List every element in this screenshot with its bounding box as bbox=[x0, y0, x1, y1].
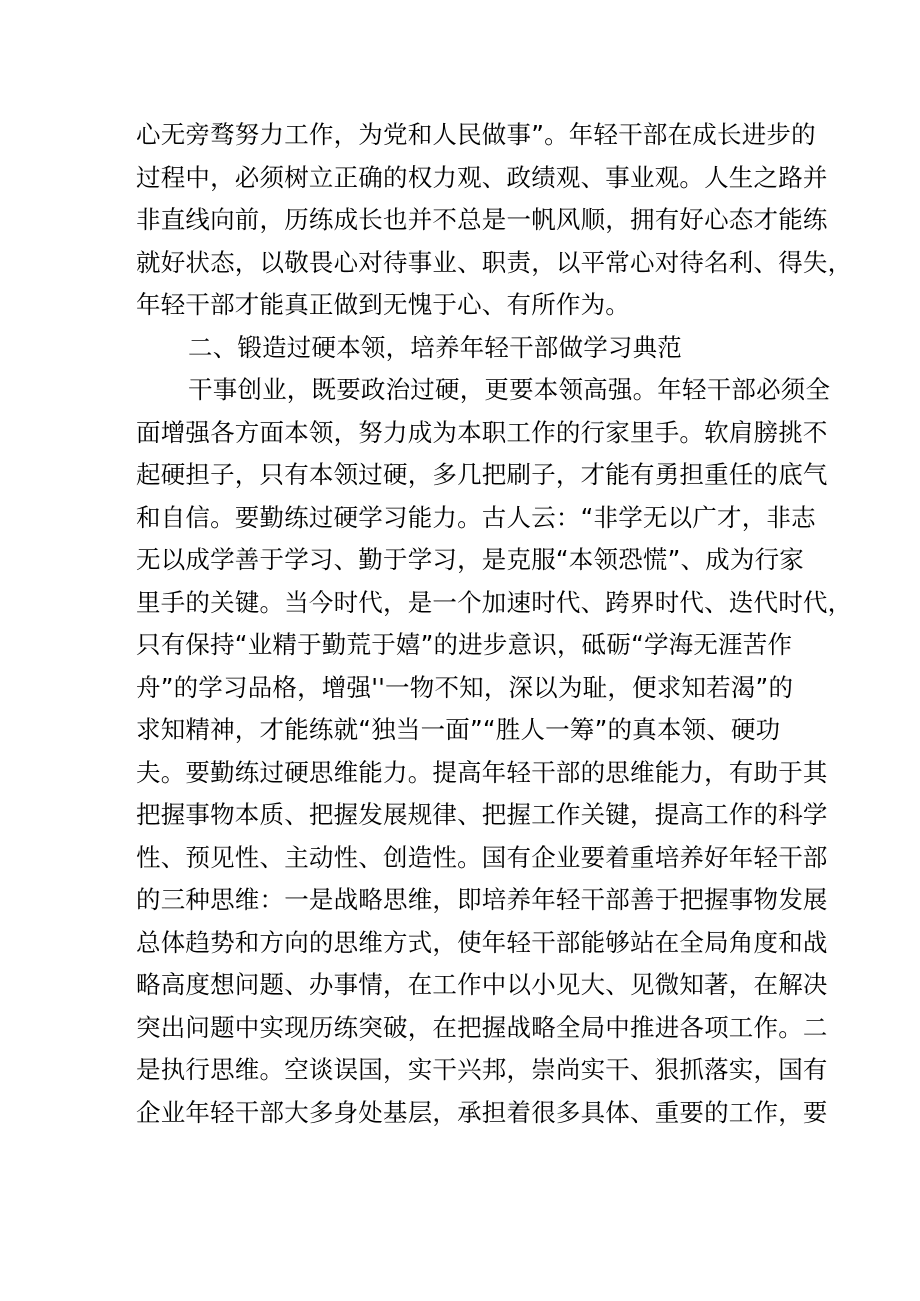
text-line: 是执行思维。空谈误国，实干兴邦，崇尚实干、狠抓落实，国有 bbox=[136, 1055, 828, 1084]
text-line: 非直线向前，历练成长也并不总是一帆风顺，拥有好心态才能练 bbox=[136, 205, 828, 234]
text-line: 求知精神，才能练就“独当一面”“胜人一筹”的真本领、硬功 bbox=[136, 715, 781, 744]
text-line: 就好状态，以敬畏心对待事业、职责，以平常心对待名利、得失， bbox=[136, 247, 853, 277]
section-heading: 二、锻造过硬本领，培养年轻干部做学习典范 bbox=[188, 332, 682, 362]
document-body bbox=[136, 114, 853, 1134]
text-line: 企业年轻干部大多身处基层，承担着很多具体、重要的工作，要 bbox=[136, 1097, 828, 1127]
text-line: 只有保持“业精于勤荒于嬉”的进步意识，砥砺“学海无涯苦作 bbox=[136, 630, 793, 659]
text-line: 的三种思维：一是战略思维，即培养年轻干部善于把握事物发展 bbox=[136, 885, 828, 914]
text-line: 面增强各方面本领，努力成为本职工作的行家里手。软肩膀挑不 bbox=[136, 417, 828, 447]
text-line: 起硬担子，只有本领过硬，多几把刷子，才能有勇担重任的底气 bbox=[136, 460, 828, 489]
text-line: 和自信。要勤练过硬学习能力。古人云：“非学无以广才，非志 bbox=[136, 502, 816, 532]
text-line: 无以成学善于学习、勤于学习，是克服“本领恐慌”、成为行家 bbox=[136, 545, 804, 574]
text-line: 略高度想问题、办事情，在工作中以小见大、见微知著，在解决 bbox=[136, 970, 828, 999]
text-line: 突出问题中实现历练突破，在把握战略全局中推进各项工作。二 bbox=[136, 1012, 828, 1042]
text-line: 总体趋势和方向的思维方式，使年轻干部能够站在全局角度和战 bbox=[136, 927, 828, 957]
text-line: 把握事物本质、把握发展规律、把握工作关键，提高工作的科学 bbox=[136, 800, 828, 829]
paragraph-body bbox=[136, 369, 853, 1134]
paragraph-continuation bbox=[136, 114, 853, 327]
text-line: 心无旁骛努力工作，为党和人民做事”。年轻干部在成长进步的 bbox=[136, 120, 816, 149]
text-line: 舟”的学习品格，增强''一物不知，深以为耻，便求知若渴”的 bbox=[136, 672, 794, 702]
text-line: 夫。要勤练过硬思维能力。提高年轻干部的思维能力，有助于其 bbox=[136, 757, 828, 787]
text-line: 里手的关键。当今时代，是一个加速时代、跨界时代、迭代时代， bbox=[136, 587, 853, 617]
text-line: 性、预见性、主动性、创造性。国有企业要着重培养好年轻干部 bbox=[136, 842, 828, 872]
text-line: 年轻干部才能真正做到无愧于心、有所作为。 bbox=[136, 290, 630, 319]
text-line: 干事创业，既要政治过硬，更要本领高强。年轻干部必须全 bbox=[188, 375, 831, 404]
text-line: 过程中，必须树立正确的权力观、政绩观、事业观。人生之路并 bbox=[136, 162, 828, 192]
